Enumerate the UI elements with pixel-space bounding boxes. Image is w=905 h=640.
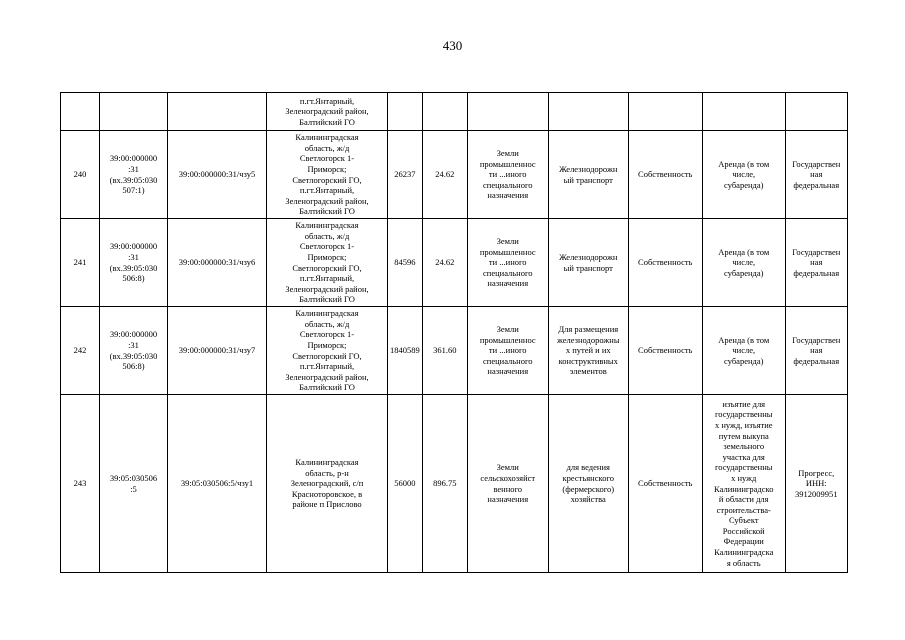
table-row: [61, 219, 848, 307]
cell-right-type: Собственность: [628, 219, 702, 307]
cell-permitted-use: Для размещения железнодорожны х путей и их конструктивных элементов: [548, 307, 628, 395]
cell-encumbrance: [702, 93, 785, 131]
cell-right-type: Собственность: [628, 307, 702, 395]
cell-land-category: [467, 93, 548, 131]
cell-owner: Прогресс, ИНН: 3912009951: [785, 395, 847, 573]
cell-area: 84596: [388, 219, 423, 307]
cell-address: Калининградская область, ж/д Светлогорск 1- Приморск; Светлогорский ГО, п.гт.Янтарный, Зеленоградский район, Балтийский ГО: [267, 219, 388, 307]
cell-right-type: Собственность: [628, 131, 702, 219]
cell-address: п.гт.Янтарный, Зеленоградский район, Балтийский ГО: [267, 93, 388, 131]
cell-address: Калининградская область, ж/д Светлогорск 1- Приморск; Светлогорский ГО, п.гт.Янтарный, Зеленоградский район, Балтийский ГО: [267, 307, 388, 395]
cell-area: 1840589: [388, 307, 423, 395]
cell-owner: Государствен ная федеральная: [785, 131, 847, 219]
cell-land-category: Земли промышленнос ти ...иного специального назначения: [467, 307, 548, 395]
table-row: [61, 307, 848, 395]
table-row: [61, 395, 848, 573]
table-row: [61, 131, 848, 219]
cell-permitted-use: Железнодорожн ый транспорт: [548, 131, 628, 219]
cell-owner: Государствен ная федеральная: [785, 307, 847, 395]
cell-owner: Государствен ная федеральная: [785, 219, 847, 307]
cell-part-number: [168, 93, 267, 131]
cell-length: 361.60: [422, 307, 467, 395]
cell-land-category: Земли промышленнос ти ...иного специального назначения: [467, 219, 548, 307]
cell-right-type: [628, 93, 702, 131]
cell-owner: [785, 93, 847, 131]
cell-number: 243: [61, 395, 100, 573]
cell-number: 240: [61, 131, 100, 219]
cell-right-type: Собственность: [628, 395, 702, 573]
cell-length: 24.62: [422, 219, 467, 307]
cell-part-number: 39:00:000000:31/чзу6: [168, 219, 267, 307]
cell-cadastral-number: 39:00:000000 :31 (вх.39:05:030 506:8): [100, 307, 168, 395]
cell-cadastral-number: 39:00:000000 :31 (вх.39:05:030 507:1): [100, 131, 168, 219]
cell-permitted-use: [548, 93, 628, 131]
cell-number: 242: [61, 307, 100, 395]
cell-encumbrance: Аренда (в том числе, субаренда): [702, 131, 785, 219]
cell-address: Калининградская область, р-н Зеленоградский, с/п Красноторовское, в районе п Прислово: [267, 395, 388, 573]
cell-encumbrance: изъятие для государственны х нужд, изъятие путем выкупа земельного участка для государственны х нужд Калининградско й области для строительства- Субъект Российской Федерации Калининградска я область: [702, 395, 785, 573]
cell-cadastral-number: [100, 93, 168, 131]
cell-land-category: Земли сельскохозяйст венного назначения: [467, 395, 548, 573]
cell-encumbrance: Аренда (в том числе, субаренда): [702, 219, 785, 307]
land-plots-table: [60, 92, 848, 573]
cell-part-number: 39:00:000000:31/чзу7: [168, 307, 267, 395]
cell-length: 24.62: [422, 131, 467, 219]
cell-area: 56000: [388, 395, 423, 573]
cell-area: [388, 93, 423, 131]
cell-permitted-use: Железнодорожн ый транспорт: [548, 219, 628, 307]
cell-part-number: 39:00:000000:31/чзу5: [168, 131, 267, 219]
cell-cadastral-number: 39:05:030506 :5: [100, 395, 168, 573]
cell-length: [422, 93, 467, 131]
cell-number: [61, 93, 100, 131]
table-row: [61, 93, 848, 131]
cell-cadastral-number: 39:00:000000 :31 (вх.39:05:030 506:8): [100, 219, 168, 307]
cell-encumbrance: Аренда (в том числе, субаренда): [702, 307, 785, 395]
cell-address: Калининградская область, ж/д Светлогорск 1- Приморск; Светлогорский ГО, п.гт.Янтарный, Зеленоградский район, Балтийский ГО: [267, 131, 388, 219]
page-number: 430: [442, 38, 463, 53]
cell-permitted-use: для ведения крестьянского (фермерского) хозяйства: [548, 395, 628, 573]
cell-land-category: Земли промышленнос ти ...иного специального назначения: [467, 131, 548, 219]
cell-part-number: 39:05:030506:5/чзу1: [168, 395, 267, 573]
cell-area: 26237: [388, 131, 423, 219]
cell-number: 241: [61, 219, 100, 307]
cell-length: 896.75: [422, 395, 467, 573]
